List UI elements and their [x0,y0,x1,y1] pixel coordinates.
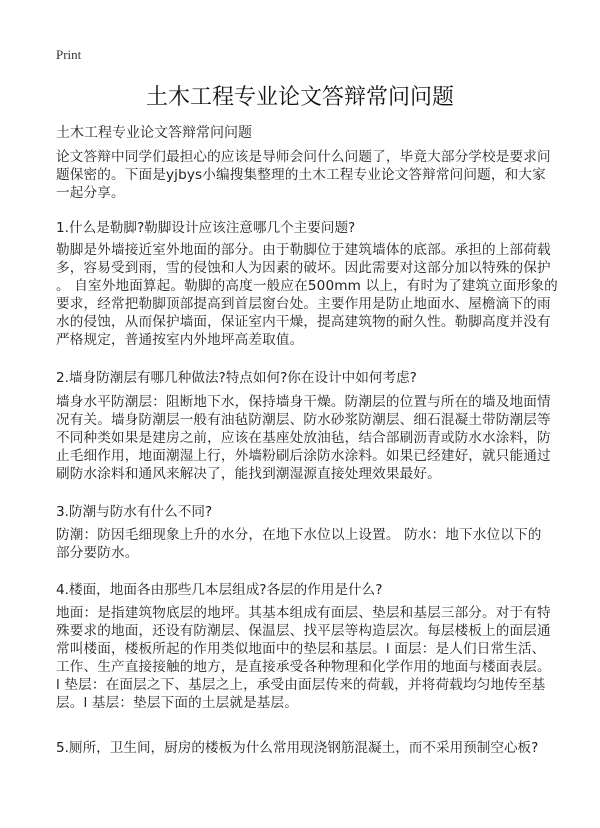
text-line: 墙身水平防潮层：阻断地下水，保持墙身干燥。防潮层的位置与所在的墙及地面情 [56,394,551,410]
question-4: 4.楼面，地面各由那些几本层组成?各层的作用是什么? [56,582,383,598]
text-line: l 垫层：在面层之下、基层之上，承受由面层传来的荷载，并将荷载均匀地传至基 [56,677,546,693]
answer-1 [56,241,558,349]
text-line: 要求，经常把勒脚顶部提高到首层窗台处。主要作用是防止地面水、屋檐滴下的雨 [56,296,551,312]
text-line: 防潮：防因毛细现象上升的水分，在地下水位以上设置。 防水：地下水位以下的 [56,527,542,543]
text-line: 止毛细作用，地面潮湿上行，外墙粉刷后涂防水涂料。如果已经建好，就只能通过 [56,448,551,464]
subtitle: 土木工程专业论文答辩常问问题 [56,125,252,141]
answer-2 [56,393,551,483]
page-title: 土木工程专业论文答辩常问问题 [145,85,454,110]
text-line: 勒脚是外墙接近室外地面的部分。由于勒脚位于建筑墙体的底部。承担的上部荷载 [56,242,551,258]
text-line: 严格规定，普通按室内外地坪高差取值。 [56,332,304,348]
text-line: 况有关。墙身防潮层一般有油毡防潮层、防水砂浆防潮层、细石混凝土带防潮层等 [56,412,551,428]
text-line: 不同种类如果是建房之前，应该在基座处放油毡，结合部刷沥青或防水水涂料，防 [56,430,551,446]
question-5: 5.厕所，卫生间，厨房的楼板为什么常用现浇钢筋混凝土，而不采用预制空心板? [56,740,539,756]
print-link[interactable]: Print [56,47,82,62]
text-line: 殊要求的地面，还设有防潮层、保温层、找平层等构造层次。每层楼板上的面层通 [56,623,551,639]
text-line: 工作、生产直接接触的地方，是直接承受各种物理和化学作用的地面与楼面表层。 [56,659,551,675]
text-line: 水的侵蚀，从而保护墙面，保证室内干燥，提高建筑物的耐久性。勒脚高度并没有 [56,314,551,330]
text-line: 地面：是指建筑物底层的地坪。其基本组成有面层、垫层和基层三部分。对于有特 [56,605,551,621]
text-line: 部分要防水。 [56,545,139,561]
question-2: 2.墙身防潮层有哪几种做法?特点如何?你在设计中如何考虑? [56,370,417,386]
question-1: 1.什么是勒脚?勒脚设计应该注意哪几个主要问题? [56,220,356,236]
text-line: 题保密的。下面是yjbys小编搜集整理的土木工程专业论文答辩常问问题，和大家 [56,167,546,183]
text-line: 一起分享。 [56,185,125,201]
text-line: 常叫楼面，楼板所起的作用类似地面中的垫层和基层。l 面层：是人们日常生活、 [56,641,546,657]
text-line: 刷防水涂料和通风来解决了，能找到潮湿源直接处理效果最好。 [56,466,441,482]
intro-paragraph [56,148,551,202]
text-line: 。 自室外地面算起。勒脚的高度一般应在500mm 以上，有时为了建筑立面形象的 [56,278,558,294]
text-line: 论文答辩中同学们最担心的应该是导师会问什么问题了，毕竟大部分学校是要求问 [56,149,551,165]
answer-4 [56,604,551,712]
text-line: 多，容易受到雨，雪的侵蚀和人为因素的破坏。因此需要对这部分加以特殊的保护 [56,260,551,276]
answer-3 [56,526,542,562]
text-line: 层。l 基层：垫层下面的土层就是基层。 [56,695,299,711]
question-3: 3.防潮与防水有什么不同? [56,504,213,520]
